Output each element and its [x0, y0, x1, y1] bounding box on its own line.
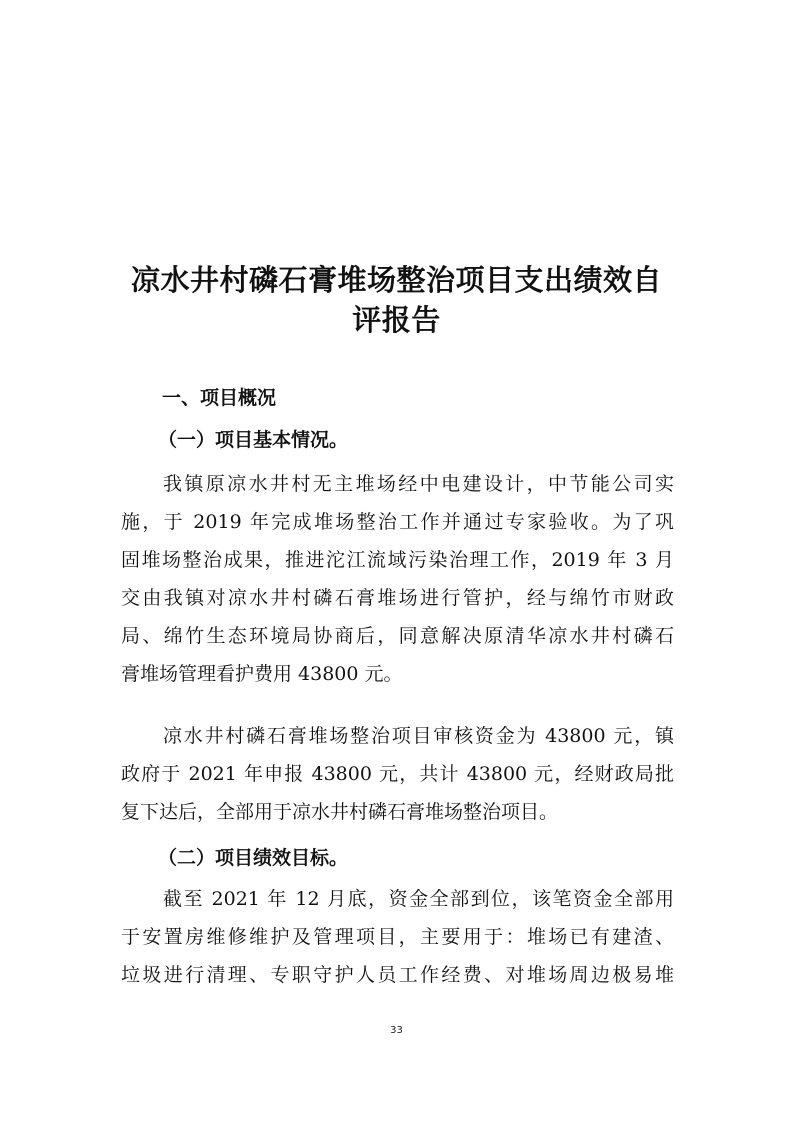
paragraph-line: 凉水井村磷石膏堆场整治项目审核资金为 43800 元，镇: [163, 725, 674, 747]
paragraph-line: 截至 2021 年 12 月底，资金全部到位，该笔资金全部用: [163, 888, 674, 910]
document-title-line-2: 评报告: [352, 303, 441, 337]
paragraph-line: 我镇原凉水井村无主堆场经中电建设计，中节能公司实: [163, 473, 674, 495]
page-number: 33: [390, 1025, 403, 1036]
paragraph-line: 复下达后，全部用于凉水井村磷石膏堆场整治项目。: [121, 801, 559, 823]
paragraph-funding: [121, 717, 674, 831]
paragraph-line: 政府于 2021 年申报 43800 元，共计 43800 元，经财政局批: [121, 763, 674, 785]
subsection-heading-basic-info: （一）项目基本情况。: [158, 429, 349, 451]
paragraph-line: 施，于 2019 年完成堆场整治工作并通过专家验收。为了巩: [121, 511, 674, 533]
paragraph-line: 膏堆场管理看护费用 43800 元。: [121, 663, 403, 685]
section-heading-project-overview: 一、项目概况: [162, 387, 277, 409]
document-title-line-1: 凉水井村磷石膏堆场整治项目支出绩效自: [130, 263, 662, 297]
paragraph-basic-info: [121, 465, 674, 693]
paragraph-line: 局、绵竹生态环境局协商后，同意解决原清华凉水井村磷石: [121, 625, 674, 647]
paragraph-performance-goals: [121, 880, 674, 994]
subsection-heading-performance-goals: （二）项目绩效目标。: [158, 847, 349, 869]
paragraph-line: 于安置房维修维护及管理项目，主要用于：堆场已有建渣、: [121, 926, 674, 948]
paragraph-line: 垃圾进行清理、专职守护人员工作经费、对堆场周边极易堆: [121, 964, 674, 986]
paragraph-line: 固堆场整治成果，推进沱江流域污染治理工作，2019 年 3 月: [121, 549, 674, 571]
paragraph-line: 交由我镇对凉水井村磷石膏堆场进行管护，经与绵竹市财政: [121, 587, 674, 609]
